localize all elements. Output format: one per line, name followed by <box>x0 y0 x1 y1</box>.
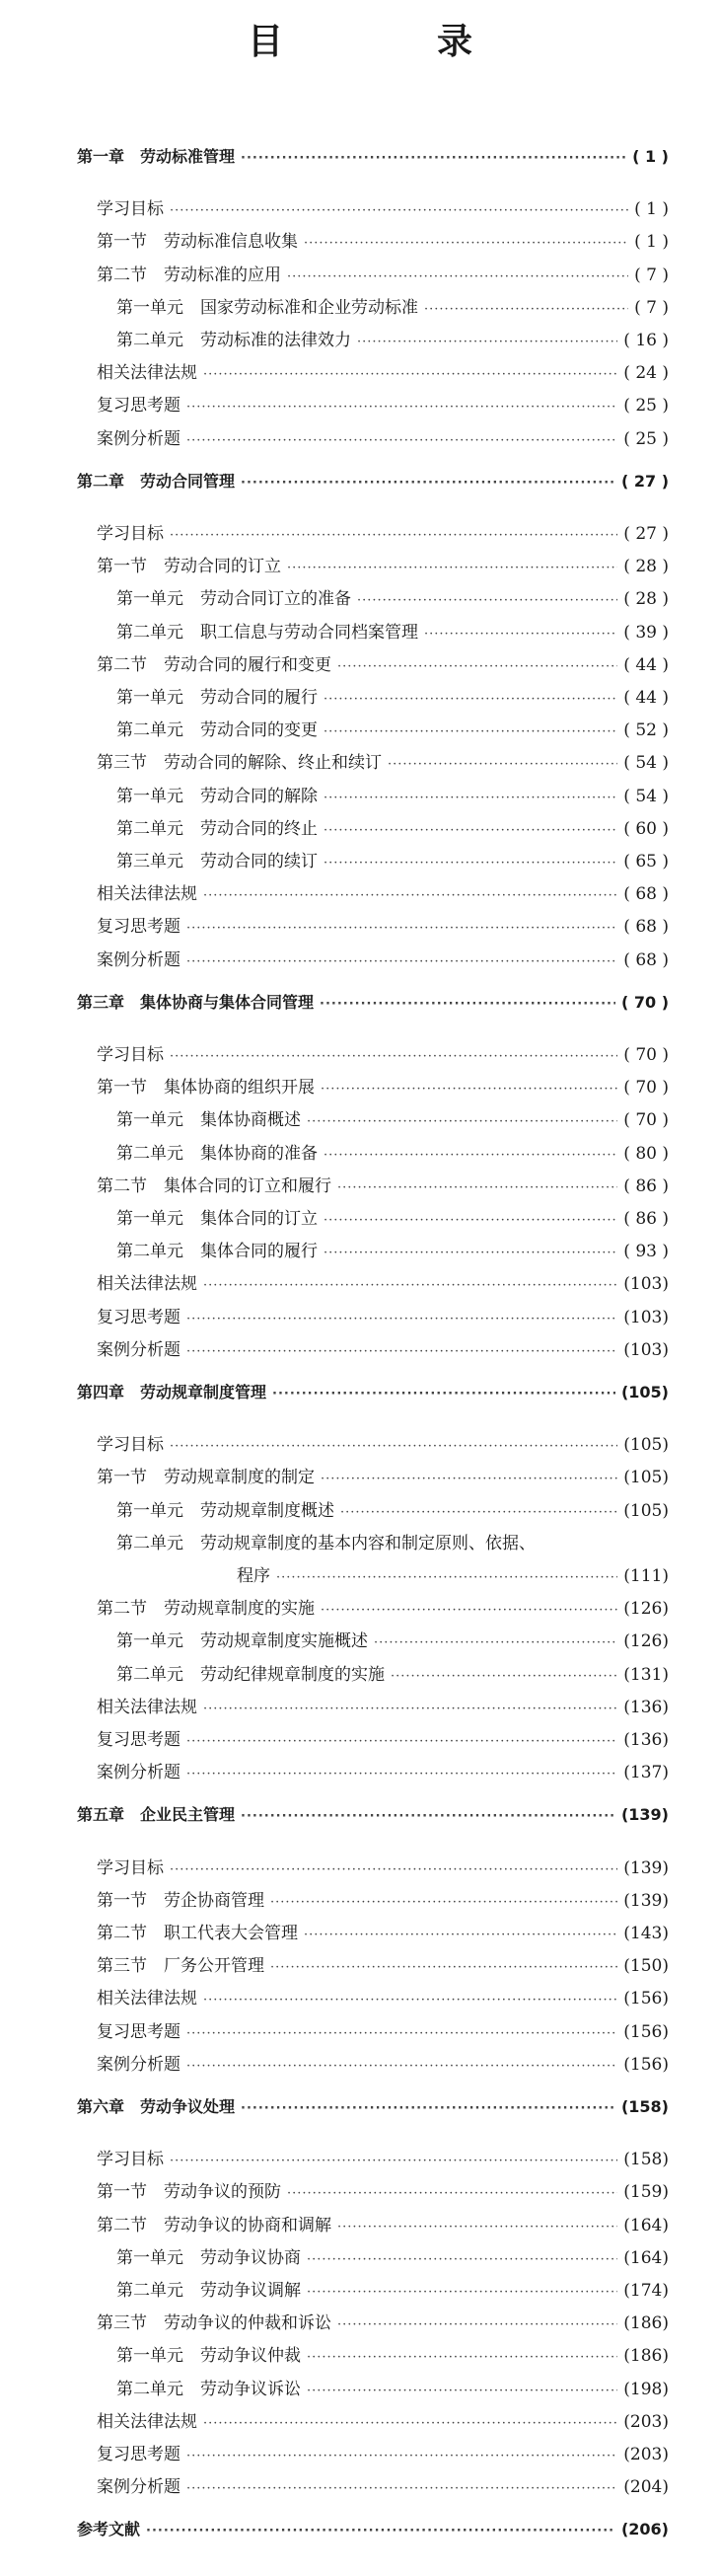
toc-page-number: (159) <box>623 2182 669 2202</box>
toc-entry-label: 第一节 集体协商的组织开展 <box>97 1078 315 1098</box>
toc-entry[interactable] <box>0 1467 720 1490</box>
leader-dots <box>307 2282 617 2304</box>
leader-dots <box>241 473 615 494</box>
toc-entry-label: 复习思考题 <box>97 2022 180 2042</box>
leader-dots <box>170 1859 617 1881</box>
toc-page-number: ( 54 ) <box>623 787 669 806</box>
toc-entry-label: 相关法律法规 <box>97 363 197 383</box>
leader-dots <box>203 1699 617 1720</box>
toc-page-number: (203) <box>623 2445 669 2464</box>
toc-entry[interactable] <box>0 687 720 711</box>
toc-page-number: ( 86 ) <box>623 1209 669 1229</box>
toc-entry-label: 第一单元 劳动规章制度实施概述 <box>116 1631 368 1651</box>
toc-entry-label: 第一节 劳动争议的预防 <box>97 2182 281 2202</box>
leader-dots <box>186 430 617 452</box>
toc-page-number: (198) <box>623 2380 669 2399</box>
toc-page-number: ( 44 ) <box>623 688 669 708</box>
toc-entry[interactable] <box>0 588 720 612</box>
toc-entry-label: 第三章 集体协商与集体合同管理 <box>77 993 315 1012</box>
toc-entry-label: 学习目标 <box>97 1045 164 1065</box>
toc-page-number: ( 16 ) <box>623 331 669 350</box>
toc-entry[interactable] <box>0 851 720 874</box>
leader-dots <box>324 1210 617 1232</box>
toc-page-number: (156) <box>623 1989 669 2008</box>
leader-dots <box>321 1469 617 1490</box>
toc-page-number: (158) <box>623 2150 669 2169</box>
toc-entry[interactable] <box>0 395 720 418</box>
leader-dots <box>307 2347 617 2369</box>
toc-entry-label: 第一单元 劳动争议协商 <box>116 2248 301 2268</box>
leader-dots <box>186 1764 617 1785</box>
toc-entry[interactable] <box>0 198 720 222</box>
toc-page-number: (126) <box>623 1631 669 1651</box>
toc-chapter-entry[interactable] <box>0 146 720 170</box>
toc-page-number: ( 86 ) <box>623 1176 669 1196</box>
toc-page-number: ( 93 ) <box>623 1242 669 1261</box>
toc-page-number: ( 7 ) <box>634 265 669 285</box>
toc-entry[interactable] <box>0 265 720 288</box>
toc-page-number: (103) <box>623 1274 669 1294</box>
toc-entry[interactable] <box>0 1143 720 1167</box>
leader-dots <box>337 656 617 678</box>
leader-dots <box>321 1600 617 1622</box>
toc-entry[interactable] <box>0 752 720 776</box>
leader-dots <box>241 148 626 170</box>
toc-page-number: (186) <box>623 2346 669 2366</box>
toc-entry-label: 第二节 劳动规章制度的实施 <box>97 1599 315 1619</box>
leader-dots <box>324 1243 617 1264</box>
toc-page-number: (174) <box>623 2281 669 2301</box>
toc-page-number: (150) <box>623 1956 669 1976</box>
toc-entry[interactable] <box>0 1434 720 1458</box>
toc-entry[interactable] <box>0 1533 720 1554</box>
toc-page-number: (164) <box>623 2216 669 2235</box>
toc-page-number: (136) <box>623 1730 669 1750</box>
leader-dots <box>146 2521 615 2542</box>
toc-page-number: ( 65 ) <box>623 852 669 871</box>
toc-page-number: (164) <box>623 2248 669 2268</box>
toc-page-number: ( 7 ) <box>634 298 669 318</box>
toc-entry[interactable] <box>0 1955 720 1979</box>
leader-dots <box>337 2217 617 2238</box>
toc-entry[interactable] <box>0 786 720 809</box>
toc-entry-label: 案例分析题 <box>97 1763 180 1782</box>
toc-page-number: (203) <box>623 2412 669 2432</box>
leader-dots <box>186 397 617 418</box>
toc-entry-label: 第一单元 国家劳动标准和企业劳动标准 <box>116 298 418 318</box>
toc-entry-label: 参考文献 <box>77 2520 141 2538</box>
toc-entry-label: 第一单元 劳动合同的履行 <box>116 688 318 708</box>
toc-entry[interactable] <box>0 297 720 321</box>
leader-dots <box>287 2183 617 2205</box>
toc-entry-label: 学习目标 <box>97 199 164 219</box>
toc-entry-label: 第二单元 劳动争议调解 <box>116 2281 301 2301</box>
leader-dots <box>307 1111 617 1133</box>
toc-entry[interactable] <box>0 2215 720 2238</box>
leader-dots <box>324 853 617 874</box>
toc-page-number: ( 28 ) <box>623 589 669 609</box>
toc-entry-label: 第二节 集体合同的订立和履行 <box>97 1176 331 1196</box>
toc-page-number: (105) <box>623 1435 669 1455</box>
leader-dots <box>287 558 617 579</box>
toc-entry-label: 学习目标 <box>97 1435 164 1455</box>
leader-dots <box>186 1309 617 1330</box>
leader-dots <box>203 1990 617 2011</box>
toc-page-number: ( 24 ) <box>623 363 669 383</box>
toc-page-number: ( 54 ) <box>623 753 669 773</box>
toc-entry[interactable] <box>0 1762 720 1785</box>
toc-entry[interactable] <box>0 720 720 743</box>
leader-dots <box>307 2381 617 2402</box>
toc-entry-label: 第二节 劳动标准的应用 <box>97 265 281 285</box>
toc-entry-label: 第一单元 劳动规章制度概述 <box>116 1501 334 1521</box>
toc-entry-label: 第六章 劳动争议处理 <box>77 2097 236 2116</box>
toc-entry-label: 第二单元 劳动纪律规章制度的实施 <box>116 1665 385 1685</box>
toc-page-number: (139) <box>620 1805 669 1824</box>
toc-entry-label: 第三单元 劳动合同的续订 <box>116 852 318 871</box>
leader-dots <box>170 200 628 222</box>
toc-entry[interactable] <box>0 556 720 579</box>
leader-dots <box>388 754 617 776</box>
leader-dots <box>374 1632 617 1654</box>
leader-dots <box>321 1079 617 1100</box>
toc-entry[interactable] <box>0 2280 720 2304</box>
toc-page-number: (143) <box>623 1924 669 1943</box>
toc-entry-label: 第二章 劳动合同管理 <box>77 472 236 491</box>
toc-entry-label: 程序 <box>237 1566 270 1586</box>
toc-page-number: (186) <box>623 2313 669 2333</box>
toc-entry[interactable] <box>0 1109 720 1133</box>
leader-dots <box>170 1436 617 1458</box>
leader-dots <box>272 1384 615 1405</box>
leader-dots <box>186 2478 617 2500</box>
toc-page-number: ( 60 ) <box>623 819 669 839</box>
toc-entry-label: 第一节 劳动标准信息收集 <box>97 232 298 252</box>
leader-dots <box>270 1892 617 1914</box>
toc-entry[interactable] <box>0 2247 720 2271</box>
toc-page-number: ( 68 ) <box>623 950 669 970</box>
toc-page-number: (105) <box>623 1468 669 1487</box>
leader-dots <box>186 2023 617 2045</box>
toc-entry-label: 第一单元 劳动合同订立的准备 <box>116 589 351 609</box>
toc-page-number: (139) <box>623 1891 669 1911</box>
toc-page-number: ( 80 ) <box>623 1144 669 1164</box>
toc-page-number: (111) <box>623 1566 669 1586</box>
toc-entry[interactable] <box>0 883 720 907</box>
toc-entry-label: 复习思考题 <box>97 396 180 416</box>
toc-entry[interactable] <box>0 1664 720 1688</box>
toc-chapter-entry[interactable] <box>0 471 720 494</box>
toc-entry-label: 复习思考题 <box>97 1308 180 1327</box>
toc-entry[interactable] <box>0 1988 720 2011</box>
toc-entry[interactable] <box>0 1697 720 1720</box>
toc-entry[interactable] <box>0 2411 720 2435</box>
toc-page-number: ( 70 ) <box>620 993 669 1012</box>
toc-page-number: (126) <box>623 1599 669 1619</box>
toc-entry-label: 案例分析题 <box>97 950 180 970</box>
toc-entry-label: 第三节 厂务公开管理 <box>97 1956 264 1976</box>
toc-entry[interactable] <box>0 1175 720 1199</box>
leader-dots <box>241 1806 615 1828</box>
toc-entry-label: 案例分析题 <box>97 2477 180 2497</box>
leader-dots <box>337 2314 617 2336</box>
toc-entry-label: 学习目标 <box>97 2150 164 2169</box>
toc-page-number: ( 27 ) <box>620 472 669 491</box>
toc-entry-label: 第二单元 劳动合同的终止 <box>116 819 318 839</box>
toc-page-number: (206) <box>620 2520 669 2538</box>
toc-entry-label: 第二节 劳动合同的履行和变更 <box>97 655 331 675</box>
toc-page-number: (137) <box>623 1763 669 1782</box>
leader-dots <box>203 364 617 386</box>
leader-dots <box>203 1275 617 1297</box>
toc-page-number: ( 52 ) <box>623 720 669 740</box>
toc-entry-label: 复习思考题 <box>97 2445 180 2464</box>
toc-entry[interactable] <box>0 1923 720 1946</box>
toc-page-number: (103) <box>623 1308 669 1327</box>
leader-dots <box>170 525 617 547</box>
toc-entry[interactable] <box>0 916 720 940</box>
toc-page-number: ( 39 ) <box>623 623 669 643</box>
leader-dots <box>276 1567 617 1589</box>
toc-entry[interactable] <box>0 2021 720 2045</box>
toc-entry-label: 第一单元 劳动争议仲裁 <box>116 2346 301 2366</box>
toc-entry[interactable] <box>0 231 720 255</box>
toc-entry[interactable] <box>0 1339 720 1363</box>
toc-entry[interactable] <box>0 654 720 678</box>
toc-entry-label: 第一节 劳动规章制度的制定 <box>97 1468 315 1487</box>
toc-page-number: ( 1 ) <box>634 199 669 219</box>
toc-page-number: (105) <box>623 1501 669 1521</box>
leader-dots <box>186 1341 617 1363</box>
toc-entry[interactable] <box>0 1729 720 1753</box>
toc-entry-label: 第一单元 集体合同的订立 <box>116 1209 318 1229</box>
toc-entry-label: 相关法律法规 <box>97 1274 197 1294</box>
leader-dots <box>186 1731 617 1753</box>
toc-entry-label: 案例分析题 <box>97 429 180 449</box>
leader-dots <box>320 994 615 1016</box>
toc-entry[interactable] <box>0 428 720 452</box>
toc-page-number: ( 70 ) <box>623 1045 669 1065</box>
toc-entry[interactable] <box>0 330 720 353</box>
toc-page-number: ( 25 ) <box>623 429 669 449</box>
toc-entry-label: 第二单元 集体合同的履行 <box>116 1242 318 1261</box>
toc-page-number: (103) <box>623 1340 669 1360</box>
toc-page-number: (136) <box>623 1698 669 1717</box>
toc-page-number: ( 27 ) <box>623 524 669 544</box>
leader-dots <box>324 1145 617 1167</box>
toc-entry[interactable] <box>0 1630 720 1654</box>
toc-entry[interactable] <box>0 2444 720 2467</box>
toc-entry[interactable] <box>0 2054 720 2078</box>
toc-entry[interactable] <box>0 2345 720 2369</box>
leader-dots <box>186 951 617 973</box>
toc-page-number: (158) <box>620 2097 669 2116</box>
toc-entry-label: 第二单元 职工信息与劳动合同档案管理 <box>116 623 418 643</box>
toc-entry-label: 学习目标 <box>97 524 164 544</box>
toc-title: 目 录 <box>247 21 532 62</box>
toc-entry-label: 第二单元 集体协商的准备 <box>116 1144 318 1164</box>
leader-dots <box>324 820 617 842</box>
toc-entry[interactable] <box>0 1565 720 1589</box>
toc-entry-label: 第一章 劳动标准管理 <box>77 147 236 166</box>
toc-entry[interactable] <box>0 2312 720 2336</box>
toc-entry-label: 案例分析题 <box>97 1340 180 1360</box>
toc-page-number: (105) <box>620 1383 669 1402</box>
toc-entry-label: 案例分析题 <box>97 2055 180 2075</box>
toc-page-number: ( 25 ) <box>623 396 669 416</box>
toc-chapter-entry[interactable] <box>0 2096 720 2120</box>
toc-chapter-entry[interactable] <box>0 992 720 1016</box>
toc-chapter-entry[interactable] <box>0 1804 720 1828</box>
leader-dots <box>304 1925 617 1946</box>
toc-page-number: (131) <box>623 1665 669 1685</box>
toc-entry[interactable] <box>0 1890 720 1914</box>
toc-entry[interactable] <box>0 949 720 973</box>
leader-dots <box>203 885 617 907</box>
toc-entry-label: 第一节 劳企协商管理 <box>97 1891 264 1911</box>
toc-chapter-entry[interactable] <box>0 1382 720 1405</box>
toc-entry-label: 第二单元 劳动标准的法律效力 <box>116 331 351 350</box>
toc-entry[interactable] <box>0 1500 720 1524</box>
toc-page-number: (204) <box>623 2477 669 2497</box>
toc-page-number: ( 70 ) <box>623 1078 669 1098</box>
toc-page-number: ( 28 ) <box>623 557 669 576</box>
toc-page-number: ( 68 ) <box>623 917 669 937</box>
toc-entry[interactable] <box>0 818 720 842</box>
toc-entry-label: 复习思考题 <box>97 1730 180 1750</box>
toc-entry-label: 第二单元 劳动争议诉讼 <box>116 2380 301 2399</box>
toc-entry[interactable] <box>0 1273 720 1297</box>
toc-entry[interactable] <box>0 1598 720 1622</box>
toc-page-number: ( 44 ) <box>623 655 669 675</box>
toc-entry[interactable] <box>0 2476 720 2500</box>
toc-entry-label: 第三节 劳动合同的解除、终止和续订 <box>97 753 382 773</box>
toc-page-number: (156) <box>623 2055 669 2075</box>
toc-entry-label: 第四章 劳动规章制度管理 <box>77 1383 267 1402</box>
leader-dots <box>287 266 628 288</box>
toc-entry[interactable] <box>0 2379 720 2402</box>
toc-entry[interactable] <box>0 2181 720 2205</box>
leader-dots <box>170 1046 617 1068</box>
toc-entry-label: 相关法律法规 <box>97 1698 197 1717</box>
toc-page-number: ( 1 ) <box>634 232 669 252</box>
toc-entry[interactable] <box>0 622 720 645</box>
toc-page-number: ( 68 ) <box>623 884 669 904</box>
toc-entry[interactable] <box>0 1077 720 1100</box>
toc-entry[interactable] <box>0 1208 720 1232</box>
leader-dots <box>357 332 617 353</box>
toc-chapter-entry[interactable] <box>0 2519 720 2542</box>
toc-entry[interactable] <box>0 2149 720 2172</box>
toc-entry-label: 第一单元 劳动合同的解除 <box>116 787 318 806</box>
leader-dots <box>340 1502 617 1524</box>
toc-entry-label: 第二节 职工代表大会管理 <box>97 1924 298 1943</box>
toc-entry-label: 第三节 劳动争议的仲裁和诉讼 <box>97 2313 331 2333</box>
toc-page-number: (156) <box>623 2022 669 2042</box>
toc-entry[interactable] <box>0 1241 720 1264</box>
leader-dots <box>186 2056 617 2078</box>
toc-entry-label: 第一单元 集体协商概述 <box>116 1110 301 1130</box>
leader-dots <box>304 233 628 255</box>
leader-dots <box>186 918 617 940</box>
toc-entry-label: 第二单元 劳动合同的变更 <box>116 720 318 740</box>
toc-entry-label: 复习思考题 <box>97 917 180 937</box>
leader-dots <box>324 689 617 711</box>
toc-entry-label: 第二单元 劳动规章制度的基本内容和制定原则、依据、 <box>116 1534 536 1553</box>
toc-entry[interactable] <box>0 1857 720 1881</box>
toc-page-number: ( 1 ) <box>632 147 669 166</box>
toc-entry-label: 相关法律法规 <box>97 1989 197 2008</box>
leader-dots <box>391 1666 617 1688</box>
toc-entry[interactable] <box>0 1307 720 1330</box>
leader-dots <box>357 590 617 612</box>
toc-page-number: ( 70 ) <box>623 1110 669 1130</box>
toc-page-number: (139) <box>623 1858 669 1878</box>
leader-dots <box>424 624 617 645</box>
toc-entry-label: 学习目标 <box>97 1858 164 1878</box>
leader-dots <box>324 721 617 743</box>
leader-dots <box>241 2098 615 2120</box>
toc-entry[interactable] <box>0 523 720 547</box>
toc-entry[interactable] <box>0 1044 720 1068</box>
toc-entry-label: 第一节 劳动合同的订立 <box>97 557 281 576</box>
toc-entry-label: 相关法律法规 <box>97 884 197 904</box>
leader-dots <box>203 2413 617 2435</box>
leader-dots <box>170 2151 617 2172</box>
leader-dots <box>337 1177 617 1199</box>
leader-dots <box>307 2249 617 2271</box>
leader-dots <box>424 299 628 321</box>
toc-entry[interactable] <box>0 362 720 386</box>
leader-dots <box>270 1957 617 1979</box>
toc-entry-label: 第二节 劳动争议的协商和调解 <box>97 2216 331 2235</box>
toc-entry-label: 第五章 企业民主管理 <box>77 1805 236 1824</box>
leader-dots <box>186 2446 617 2467</box>
leader-dots <box>324 788 617 809</box>
toc-entry-label: 相关法律法规 <box>97 2412 197 2432</box>
